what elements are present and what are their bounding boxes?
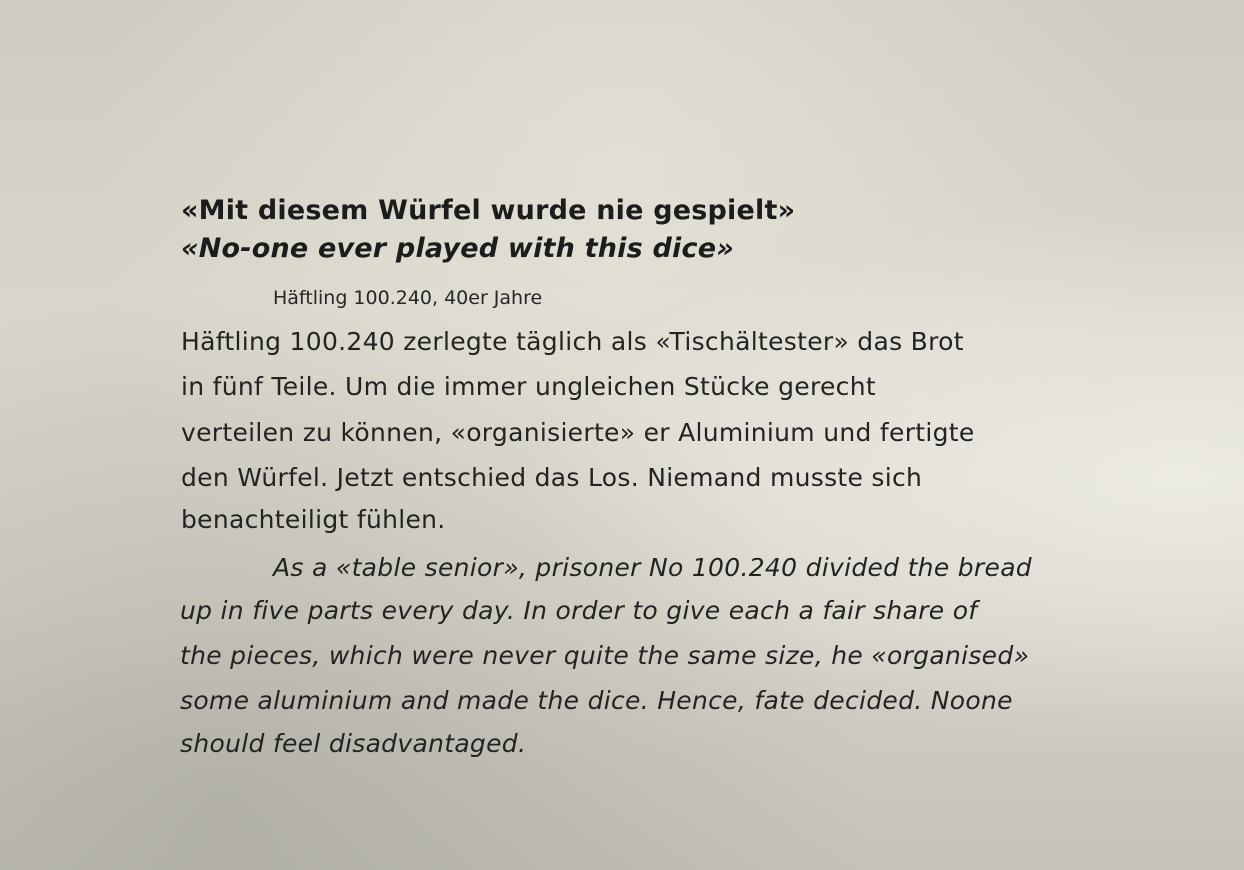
german-text-line: in fünf Teile. Um die immer ungleichen Stücke gerecht — [181, 372, 876, 401]
english-text-line: up in five parts every day. In order to give each a fair share of — [180, 596, 978, 625]
english-text-line: the pieces, which were never quite the same size, he «organised» — [180, 641, 1030, 670]
english-text-line: should feel disadvantaged. — [180, 729, 527, 758]
title-english: «No-one ever played with this dice» — [181, 233, 734, 264]
english-text-line: As a «table senior», prisoner No 100.240 divided the bread — [273, 553, 1032, 582]
german-text-line: verteilen zu können, «organisierte» er Aluminium und fertigte — [181, 418, 975, 447]
object-caption: Häftling 100.240, 40er Jahre — [273, 287, 543, 309]
german-text-line: den Würfel. Jetzt entschied das Los. Niemand musste sich — [181, 463, 923, 492]
english-text-line: some aluminium and made the dice. Hence, fate decided. Noone — [180, 686, 1013, 715]
german-text-line: Häftling 100.240 zerlegte täglich als «Tischältester» das Brot — [181, 327, 964, 356]
title-german: «Mit diesem Würfel wurde nie gespielt» — [181, 195, 796, 226]
german-text-line: benachteiligt fühlen. — [181, 505, 446, 534]
